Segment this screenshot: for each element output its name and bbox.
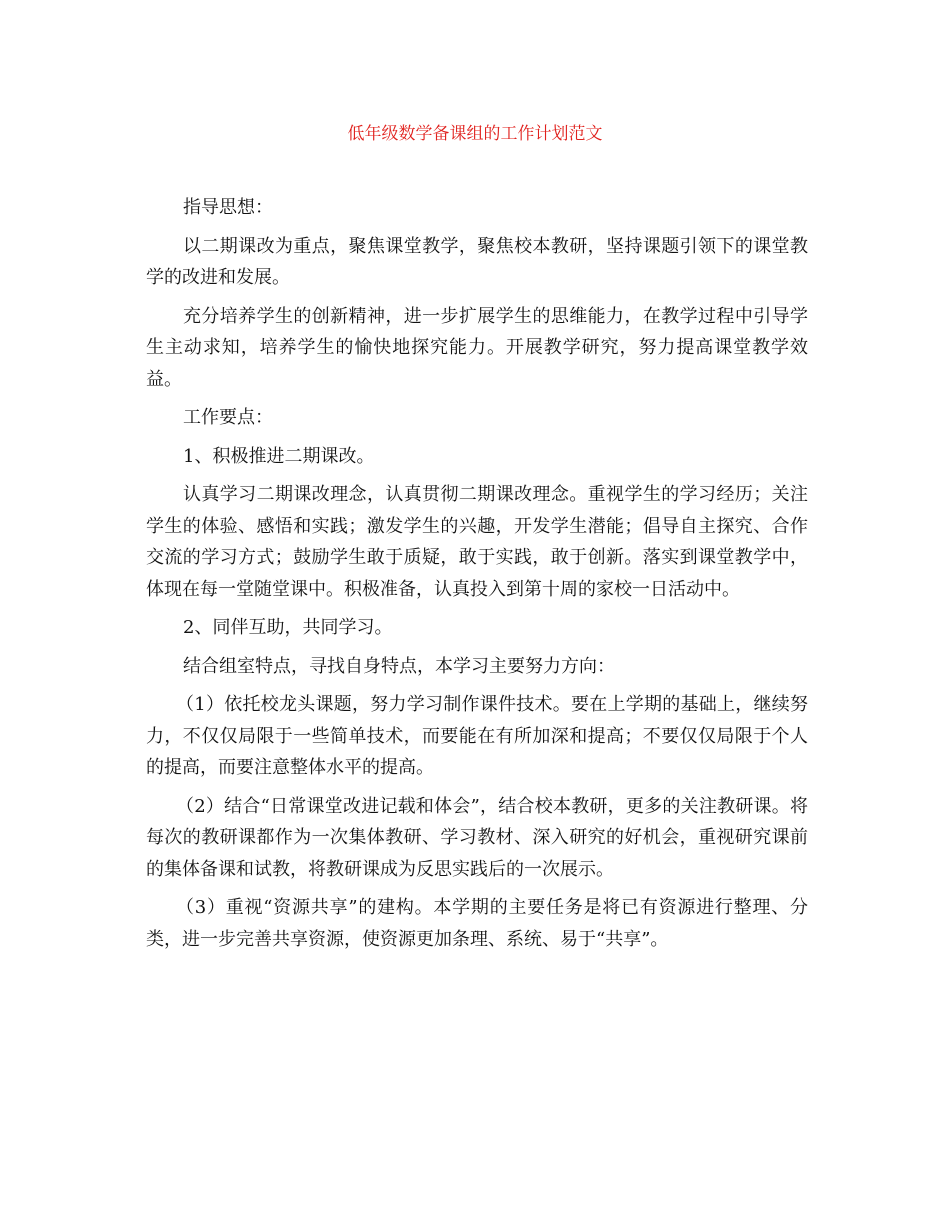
document-title: 低年级数学备课组的工作计划范文 (347, 124, 603, 144)
paragraph-work-points-heading: 工作要点： (183, 407, 273, 428)
paragraph-guiding-2: 充分培养学生的创新精神，进一步扩展学生的思维能力，在教学过程中引导学生主动求知，培养学生的愉快地探究能力。开展教学研究，努力提高课堂教学效益。 (146, 305, 808, 390)
paragraph-point-1-body: 认真学习二期课改理念，认真贯彻二期课改理念。重视学生的学习经历；关注学生的体验、感悟和实践；激发学生的兴趣，开发学生潜能；倡导自主探究、合作交流的学习方式；鼓励学生敢于质疑，敢于实践，敢于创新。落实到课堂教学中，体现在每一堂随堂课中。积极准备，认真投入到第十周的家校一日活动中。 (146, 484, 808, 600)
paragraph-guiding-heading: 指导思想： (183, 197, 273, 218)
paragraph-item-2: （2）结合“日常课堂改进记载和体会”，结合校本教研，更多的关注教研课。将每次的教研课都作为一次集体教研、学习教材、深入研究的好机会，重视研究课前的集体备课和试教，将教研课成为反思实践后的一次展示。 (146, 795, 808, 880)
paragraph-item-1: （1）依托校龙头课题，努力学习制作课件技术。要在上学期的基础上，继续努力，不仅仅局限于一些简单技术，而要能在有所加深和提高；不要仅仅局限于个人的提高，而要注意整体水平的提高。 (146, 694, 808, 778)
paragraph-point-1-heading: 1、积极推进二期课改。 (183, 445, 375, 467)
paragraph-item-3: （3）重视“资源共享”的建构。本学期的主要任务是将已有资源进行整理、分类，进一步完善共享资源，使资源更加条理、系统、易于“共享”。 (146, 897, 808, 950)
paragraph-point-2-heading: 2、同伴互助，共同学习。 (183, 617, 393, 638)
paragraph-point-2-intro: 结合组室特点，寻找自身特点，本学习主要努力方向： (183, 655, 615, 677)
paragraph-guiding-1: 以二期课改为重点，聚焦课堂教学，聚焦校本教研，坚持课题引领下的课堂教学的改进和发展。 (146, 235, 808, 288)
document-body (146, 192, 808, 962)
